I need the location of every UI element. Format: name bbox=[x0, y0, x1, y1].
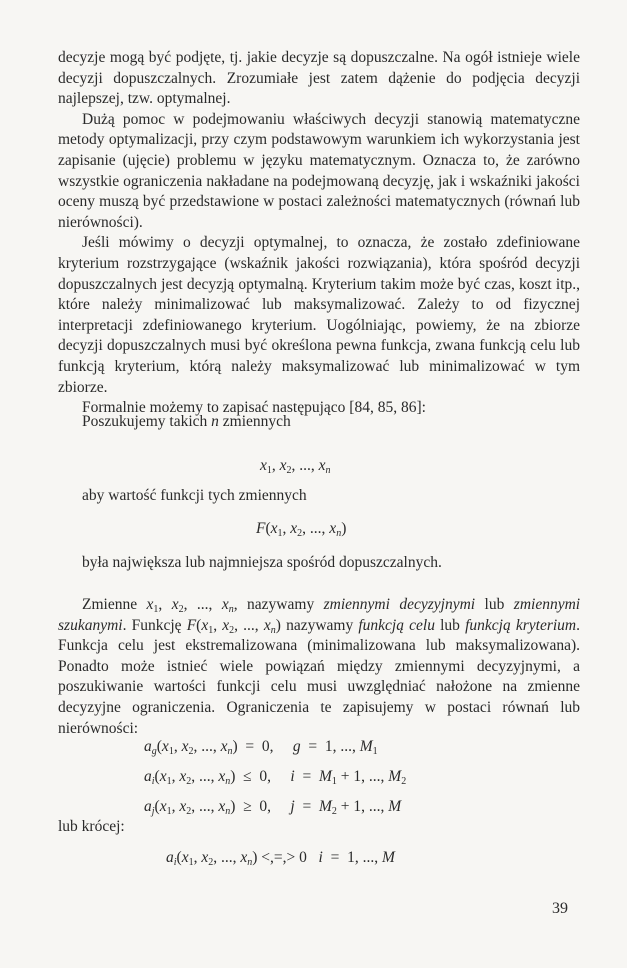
paragraph-6: aby wartość funkcji tych zmiennych bbox=[82, 487, 307, 504]
constraint-short: $a_i(x_1$, $x_2$, ..., $x_n$) <,=,> 0 i = 1, ..., M bbox=[166, 849, 395, 868]
paragraph-5: Poszukujemy takich n zmiennych bbox=[82, 413, 291, 430]
constraint-equality: $a_g(x_1$, $x_2$, ..., $x_n) = 0$, g = 1, ..., $M_1$ bbox=[144, 738, 378, 757]
equation-function: $F(x_1$, $x_2$, ..., $x_n$) bbox=[256, 520, 347, 539]
paragraph-3: Jeśli mówimy o decyzji optymalnej, to oznacza, że zostało zdefiniowane kryterium rozstrzygające (wskaźnik jakości rozwiązania), która spośród decyzji dopuszczalnych jest decyzją optymalną. Kryterium takim może być czas, koszt itp., które należy minimalizować lub maksymalizować. Zależy to od fizycznej interpretacji zdefiniowanego kryterium. Uogólniając, powiemy, że na zbiorze decyzji dopuszczalnych musi być określona pewna funkcja, zwana funkcją celu lub funkcją kryterium, którą należy maksymalizować lub minimalizować w tym zbiorze. bbox=[58, 234, 580, 396]
paragraph-2: Dużą pomoc w podejmowaniu właściwych decyzji stanowią matematyczne metody optymalizacji, przy czym podstawowym warunkiem ich wykorzystania jest zapisanie (ujęcie) problemu w języku matematycznym. Oznacza to, że zarówno wszystkie ograniczenia nakładane na podejmowaną decyzję, jak i wskaźniki jakości oceny muszą być przedstawione w postaci zależności matematycznych (równań lub nierówności). bbox=[58, 110, 580, 231]
paragraph-8: Zmienne $x_1$, $x_2$, ..., $x_n$, nazywamy zmiennymi decyzyjnymi lub zmiennymi szukanymi. Funkcję $F(x_1$, $x_2$, ..., $x_n$) nazywamy funkcją celu lub funkcją kryterium. Funkcja celu jest ekstremalizowana (minimalizowana lub maksymalizowana). Ponadto może istnieć wiele powiązań między zmiennymi decyzyjnymi, a poszukiwanie wartości funkcji celu musi uwzględniać nałożone na zmienne decyzyjne ograniczenia. Ograniczenia te zapisujemy w postaci równań lub nierówności: bbox=[58, 596, 581, 737]
page-body bbox=[58, 48, 580, 419]
page-number: 39 bbox=[552, 900, 568, 917]
paragraph-4: Formalnie możemy to zapisać następująco [84, 85, 86]: bbox=[82, 399, 426, 417]
paragraph-1: decyzje mogą być podjęte, tj. jakie decyzje są dopuszczalne. Na ogół istnieje wiele decyzji dopuszczalnych. Zrozumiałe jest zatem dążenie do podjęcia decyzji najlepszej, tzw. optymalnej. bbox=[58, 49, 580, 108]
paragraph-9: lub krócej: bbox=[58, 818, 125, 835]
equation-variables: $x_1$, $x_2$, ..., $x_n$ bbox=[260, 457, 331, 476]
paragraph-7: była największa lub najmniejsza spośród dopuszczalnych. bbox=[82, 554, 442, 571]
constraint-ge: $a_j(x_1$, $x_2$, ..., $x_n) \ge 0$, $j = M_2 + 1$, ..., M bbox=[144, 798, 402, 817]
constraint-le: $a_i(x_1$, $x_2$, ..., $x_n) \le 0$, $i = M_1 + 1$, ..., $M_2$ bbox=[144, 768, 407, 787]
